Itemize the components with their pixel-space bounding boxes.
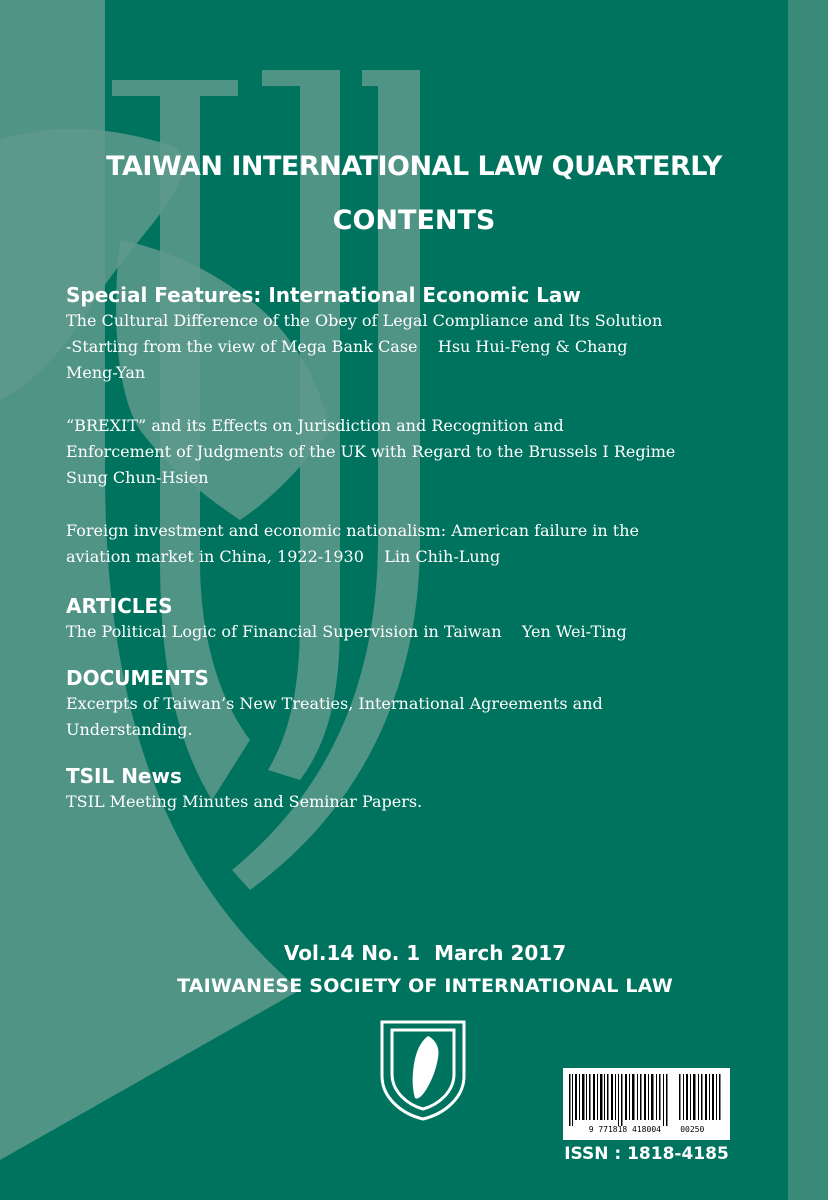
toc-entry-line: The Cultural Difference of the Obey of Legal Compliance and Its Solution xyxy=(66,311,663,330)
barcode-digits: 9 771818 418004 00250 xyxy=(588,1125,705,1134)
journal-title: TAIWAN INTERNATIONAL LAW QUARTERLY xyxy=(106,151,722,182)
toc-entry-line: Enforcement of Judgments of the UK with Regard to the Brussels I Regime xyxy=(66,442,676,461)
barcode xyxy=(563,1068,730,1140)
toc-entry-line: “BREXIT” and its Effects on Jurisdiction and Recognition and xyxy=(66,416,564,435)
toc-entry-line: Meng-Yan xyxy=(66,363,146,382)
isbn-barcode-icon xyxy=(567,1074,726,1126)
section-heading-documents: DOCUMENTS xyxy=(66,666,209,690)
toc-entry-line: -Starting from the view of Mega Bank Case Hsu Hui-Feng & Chang xyxy=(66,337,628,356)
issn-number: ISSN : 1818-4185 xyxy=(564,1144,729,1164)
toc-entry-line: TSIL Meeting Minutes and Seminar Papers. xyxy=(66,792,423,811)
section-heading-tsil-news: TSIL News xyxy=(66,764,182,788)
toc-entry xyxy=(66,308,786,386)
toc-entry-line: Understanding. xyxy=(66,720,193,739)
toc-entry xyxy=(66,413,786,491)
section-heading-articles: ARTICLES xyxy=(66,594,173,618)
toc-entry-line: Foreign investment and economic nationalism: American failure in the xyxy=(66,521,639,540)
contents-heading: CONTENTS xyxy=(332,205,496,236)
toc-entry-line: aviation market in China, 1922-1930 Lin Chih-Lung xyxy=(66,547,501,566)
toc-entry xyxy=(66,518,786,570)
section-heading-special-features: Special Features: International Economic Law xyxy=(66,283,581,307)
toc-entry-line: Sung Chun-Hsien xyxy=(66,468,209,487)
issue-line: Vol.14 No. 1 March 2017 xyxy=(283,941,567,965)
society-name: TAIWANESE SOCIETY OF INTERNATIONAL LAW xyxy=(177,975,673,997)
tsil-shield-logo-icon xyxy=(378,1018,468,1122)
table-of-contents xyxy=(66,282,786,815)
toc-entry-line: Excerpts of Taiwan’s New Treaties, International Agreements and xyxy=(66,694,603,713)
toc-entry-line: The Political Logic of Financial Supervision in Taiwan Yen Wei-Ting xyxy=(66,622,627,641)
